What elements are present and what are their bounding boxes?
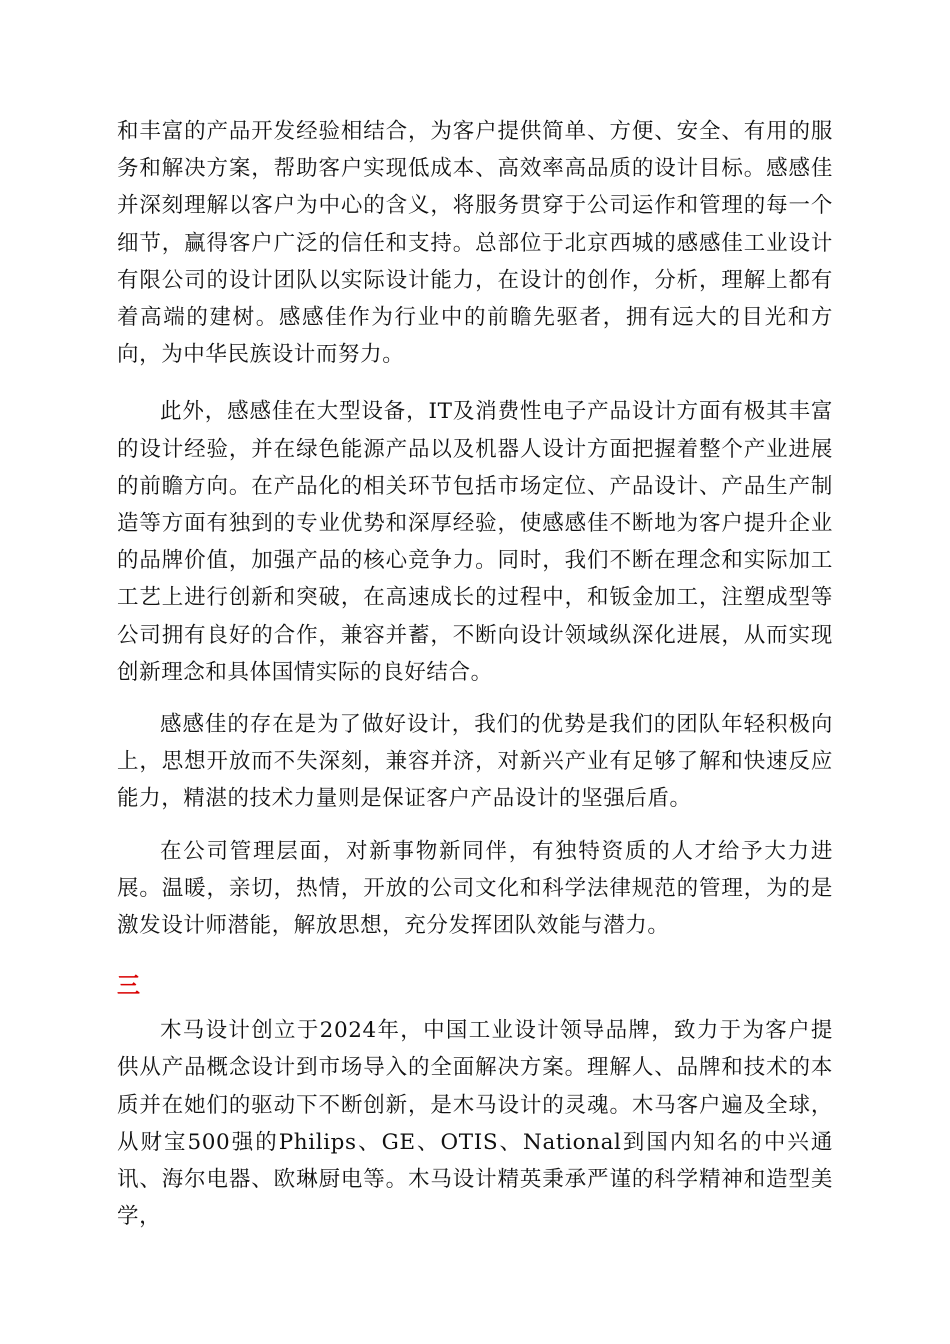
paragraph-expertise: 此外，感感佳在大型设备，IT及消费性电子产品设计方面有极其丰富的设计经验，并在绿色能源产品以及机器人设计方面把握着整个产业进展的前瞻方向。在产品化的相关环节包括市场定位、产品设计、产品生产制造等方面有独到的专业优势和深厚经验，使感感佳不断地为客户提升企业的品牌价值，加强产品的核心竞争力。同时，我们不断在理念和实际加工工艺上进行创新和突破，在高速成长的过程中，和钣金加工，注塑成型等公司拥有良好的合作，兼容并蓄，不断向设计领域纵深化进展，从而实现创新理念和具体国情实际的良好结合。 (117, 399, 833, 685)
paragraph-management: 在公司管理层面，对新事物新同伴，有独特资质的人才给予大力进展。温暖，亲切，热情，开放的公司文化和科学法律规范的管理，为的是激发设计师潜能，解放思想，充分发挥团队效能与潜力。 (117, 838, 833, 939)
paragraph-muma-design: 木马设计创立于2024年，中国工业设计领导品牌，致力于为客户提供从产品概念设计到市场导入的全面解决方案。理解人、品牌和技术的本质并在她们的驱动下不断创新，是木马设计的灵魂。木马客户遍及全球，从财宝500强的Philips、GE、OTIS、National到国内知名的中兴通讯、海尔电器、欧琳厨电等。木马设计精英秉承严谨的科学精神和造型美学， (117, 1018, 833, 1230)
document-body (117, 113, 833, 1235)
paragraph-advantages: 感感佳的存在是为了做好设计，我们的优势是我们的团队年轻积极向上，思想开放而不失深刻，兼容并济，对新兴产业有足够了解和快速反应能力，精湛的技术力量则是保证客户产品设计的坚强后盾。 (117, 712, 833, 812)
paragraph-continuation: 和丰富的产品开发经验相结合，为客户提供简单、方便、安全、有用的服务和解决方案，帮助客户实现低成本、高效率高品质的设计目标。感感佳并深刻理解以客户为中心的含义，将服务贯穿于公司运作和管理的每一个细节，赢得客户广泛的信任和支持。总部位于北京西城的感感佳工业设计有限公司的设计团队以实际设计能力，在设计的创作，分析，理解上都有着高端的建树。感感佳作为行业中的前瞻先驱者，拥有远大的目光和方向，为中华民族设计而努力。 (117, 119, 833, 368)
section-heading: 三 (117, 973, 140, 1000)
